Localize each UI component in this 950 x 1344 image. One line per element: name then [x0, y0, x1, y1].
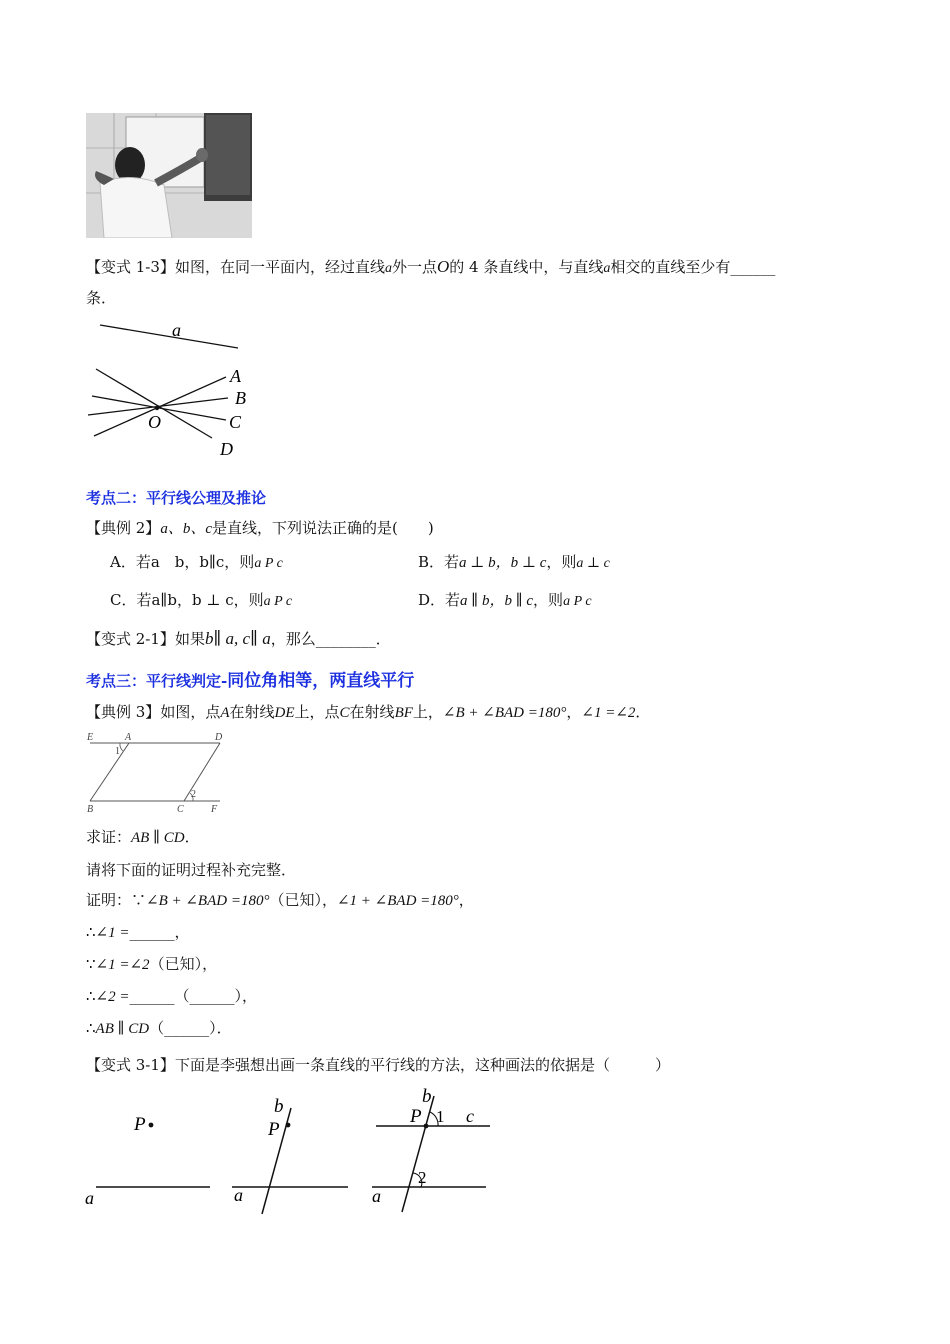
point-P — [424, 1124, 429, 1129]
variant-3-1-question — [86, 1054, 670, 1075]
example-3-t3: 上，点 — [294, 703, 340, 721]
proof-4-blank[interactable]: ______（______）， — [129, 987, 258, 1005]
proof-2-m: ∠1 = — [95, 925, 130, 941]
section-2-title: 考点二：平行线公理及推论 — [86, 489, 267, 507]
line-a — [100, 325, 238, 348]
option-B-label: B．若 — [418, 553, 460, 571]
proof-5-blank[interactable]: （______）． — [149, 1019, 232, 1037]
variant-1-3-text-3: 的 4 条直线中，与直线 — [449, 258, 604, 276]
option-B-then: ，则 — [546, 553, 577, 571]
option-A[interactable] — [110, 551, 283, 572]
segment-AB — [90, 743, 129, 801]
point-P — [149, 1123, 154, 1128]
variant-3-1-prefix: 【变式 3-1】 — [86, 1056, 175, 1074]
figure-parallelogram — [84, 730, 230, 816]
option-D-math: a ∥ b，b ∥ c — [460, 593, 534, 609]
label-c: c — [466, 1106, 474, 1126]
option-A-label: A．若a b，b∥c，则 — [110, 553, 255, 571]
proof-3-b: （已知）， — [149, 955, 218, 973]
proof-1-b: （已知）， — [269, 891, 337, 909]
example-3-t1: 如图，点 — [160, 703, 221, 721]
label-P: P — [134, 1114, 146, 1135]
label-angle-2: 2 — [418, 1168, 427, 1187]
example-2-prefix: 【典例 2】 — [86, 519, 161, 537]
section-3-title — [86, 666, 414, 691]
label-A: A — [125, 732, 132, 743]
variant-1-3-text-2: 外一点 — [391, 258, 437, 276]
example-3-t7: ． — [635, 703, 651, 721]
section-3-title-a: 考点三：平行线判定- — [86, 672, 228, 690]
section-3-title-b: 同位角相等，两直线平行 — [227, 671, 415, 691]
var-a-2: a — [603, 261, 611, 276]
option-D-label: D．若 — [418, 591, 461, 609]
example-3-t2: 在射线 — [229, 703, 275, 721]
option-C-math: a P c — [263, 594, 293, 609]
option-B[interactable] — [418, 551, 610, 572]
variant-1-3-text-1: 如图，在同一平面内，经过直线 — [174, 258, 385, 276]
variant-1-3-text-4: 相交的直线至少有______ — [610, 258, 776, 276]
variant-2-1-text-2: ，那么________． — [270, 630, 391, 648]
example-3-var-A: A — [220, 705, 230, 721]
label-B: B — [87, 804, 94, 815]
example-3-cond-2: ∠1 =∠2 — [581, 705, 636, 721]
example-3-t5: 上， — [412, 703, 443, 721]
proof-line-5 — [86, 1017, 232, 1038]
proof-1-m1: ∠B + ∠BAD =180° — [146, 893, 270, 909]
variant-3-1-text: 下面是李强想出画一条直线的平行线的方法，这种画法的依据是（ ） — [174, 1056, 670, 1074]
label-b: b — [274, 1096, 284, 1117]
label-angle-2: 2 — [191, 789, 196, 800]
photo-person-tiling-wall — [86, 113, 252, 238]
figure-step-3 — [368, 1082, 498, 1220]
proof-1-c: ， — [458, 891, 474, 909]
label-C: C — [229, 412, 242, 432]
option-A-math: a P c — [254, 556, 283, 571]
example-3-question — [86, 701, 650, 722]
example-3-t6: ， — [566, 703, 582, 721]
variant-1-3-question — [86, 256, 775, 277]
prove-statement — [86, 826, 200, 847]
var-O: O — [436, 257, 450, 276]
example-3-var-BF: BF — [394, 705, 413, 721]
proof-3-a: ∵ — [86, 955, 96, 973]
figure-lines-through-O — [80, 316, 260, 462]
label-a: a — [372, 1186, 381, 1206]
option-B-math: a ⊥ b，b ⊥ c — [459, 555, 547, 571]
variant-2-1-math: b∥ a, c∥ a — [204, 629, 271, 648]
proof-line-2 — [86, 921, 190, 942]
proof-5-m: AB ∥ CD — [95, 1021, 150, 1037]
variant-1-3-line-2: 条． — [86, 289, 117, 307]
prove-label: 求证： — [86, 828, 132, 846]
variant-2-1-text: 如果 — [174, 630, 205, 648]
figure-step-1 — [80, 1100, 220, 1210]
photo-drawing — [86, 113, 252, 238]
label-a: a — [85, 1188, 94, 1208]
proof-line-4 — [86, 985, 257, 1006]
figure-step-2 — [228, 1090, 358, 1220]
example-2-text: 是直线，下列说法正确的是( ) — [211, 519, 434, 537]
segment-CD — [184, 743, 220, 801]
proof-5-a: ∴ — [86, 1019, 96, 1037]
option-D[interactable] — [418, 589, 592, 610]
example-3-prefix: 【典例 3】 — [86, 703, 161, 721]
example-3-var-DE: DE — [274, 705, 295, 721]
example-3-t4: 在射线 — [349, 703, 395, 721]
option-D-math-2: a P c — [563, 594, 592, 609]
proof-3-m: ∠1 =∠2 — [95, 957, 150, 973]
label-angle-1: 1 — [115, 746, 120, 757]
label-a: a — [172, 320, 181, 340]
option-B-math-2: a ⊥ c — [576, 556, 610, 571]
label-angle-1: 1 — [436, 1107, 445, 1126]
prove-end: ． — [184, 828, 200, 846]
label-C: C — [177, 804, 184, 815]
instruction: 请将下面的证明过程补充完整． — [86, 861, 297, 879]
proof-2-a: ∴ — [86, 923, 96, 941]
option-D-then: ，则 — [533, 591, 564, 609]
variant-2-1-question — [86, 628, 391, 649]
label-D: D — [220, 439, 233, 459]
example-3-cond-1: ∠B + ∠BAD =180° — [442, 705, 567, 721]
proof-line-3 — [86, 953, 217, 974]
proof-line-1 — [86, 889, 474, 910]
var-a: a — [384, 261, 392, 276]
example-3-var-C: C — [339, 705, 350, 721]
proof-4-m: ∠2 = — [95, 989, 130, 1005]
label-F: F — [211, 804, 218, 815]
label-P: P — [268, 1119, 280, 1140]
label-D: D — [215, 732, 223, 743]
proof-2-blank[interactable]: ______， — [129, 923, 190, 941]
proof-4-a: ∴ — [86, 987, 96, 1005]
example-2-vars: a、b、c — [160, 521, 212, 537]
label-A: A — [230, 366, 241, 386]
proof-1-a: 证明：∵ — [86, 891, 147, 909]
variant-1-3-prefix: 【变式 1-3】 — [86, 258, 175, 276]
label-B: B — [235, 388, 246, 408]
option-C-label: C．若a∥b，b ⊥ c，则 — [110, 591, 264, 609]
point-O — [155, 406, 159, 410]
option-C[interactable] — [110, 589, 292, 610]
label-a: a — [234, 1185, 243, 1205]
proof-1-m2: ∠1 + ∠BAD =180° — [336, 893, 459, 909]
point-P — [286, 1123, 291, 1128]
label-E: E — [87, 732, 94, 743]
prove-math: AB ∥ CD — [131, 830, 185, 846]
example-2-question — [86, 517, 434, 538]
label-b: b — [422, 1086, 432, 1107]
label-O: O — [148, 412, 161, 432]
variant-2-1-prefix: 【变式 2-1】 — [86, 630, 175, 648]
label-P: P — [410, 1106, 422, 1127]
